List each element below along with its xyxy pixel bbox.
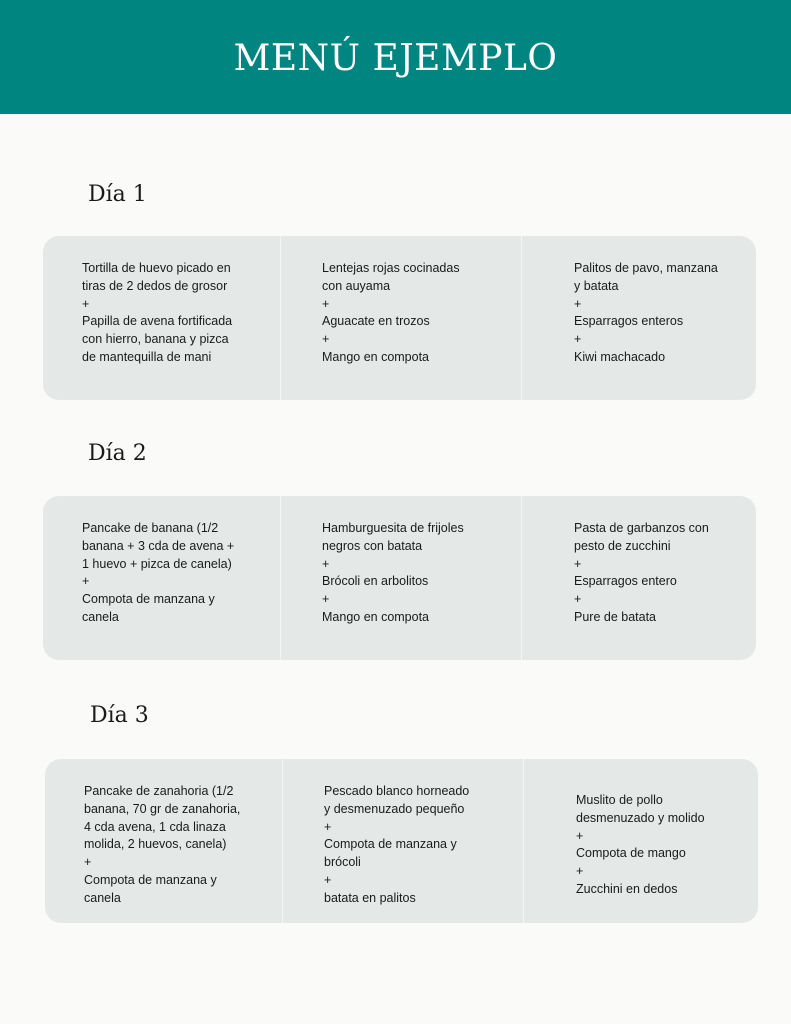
day-3-dinner: Muslito de pollo desmenuzado y molido + Compota de mango + Zucchini en dedos — [576, 793, 705, 896]
day-3-heading: Día 3 — [90, 703, 149, 728]
day-2-breakfast: Pancake de banana (1/2 banana + 3 cda de avena + 1 huevo + pizca de canela) + Compota de manzana y canela — [82, 521, 235, 624]
day-2-heading: Día 2 — [88, 441, 147, 466]
day-3-breakfast: Pancake de zanahoria (1/2 banana, 70 gr de zanahoria, 4 cda avena, 1 cda linaza molida, 2 huevos, canela) + Compota de manzana y canela — [84, 784, 241, 905]
day-2-dinner: Pasta de garbanzos con pesto de zucchini + Esparragos entero + Pure de batata — [574, 521, 709, 624]
day-3-lunch: Pescado blanco horneado y desmenuzado pequeño + Compota de manzana y brócoli + batata en palitos — [324, 784, 470, 905]
day-3-menu-card — [45, 759, 758, 923]
column-divider — [282, 759, 283, 923]
day-1-dinner: Palitos de pavo, manzana y batata + Esparragos enteros + Kiwi machacado — [574, 261, 718, 364]
day-1-heading: Día 1 — [88, 182, 147, 207]
column-divider — [280, 496, 281, 660]
column-divider — [280, 236, 281, 400]
column-divider — [521, 236, 522, 400]
header-banner — [0, 0, 791, 114]
column-divider — [521, 496, 522, 660]
day-1-lunch: Lentejas rojas cocinadas con auyama + Aguacate en trozos + Mango en compota — [322, 261, 460, 364]
day-1-menu-card — [43, 236, 756, 400]
day-1-breakfast: Tortilla de huevo picado en tiras de 2 dedos de grosor + Papilla de avena fortificada con hierro, banana y pizca de mantequilla de mani — [82, 261, 233, 364]
page-title: MENÚ EJEMPLO — [233, 38, 558, 79]
day-2-menu-card — [43, 496, 756, 660]
day-2-lunch: Hamburguesita de frijoles negros con batata + Brócoli en arbolitos + Mango en compota — [322, 521, 464, 624]
column-divider — [523, 759, 524, 923]
